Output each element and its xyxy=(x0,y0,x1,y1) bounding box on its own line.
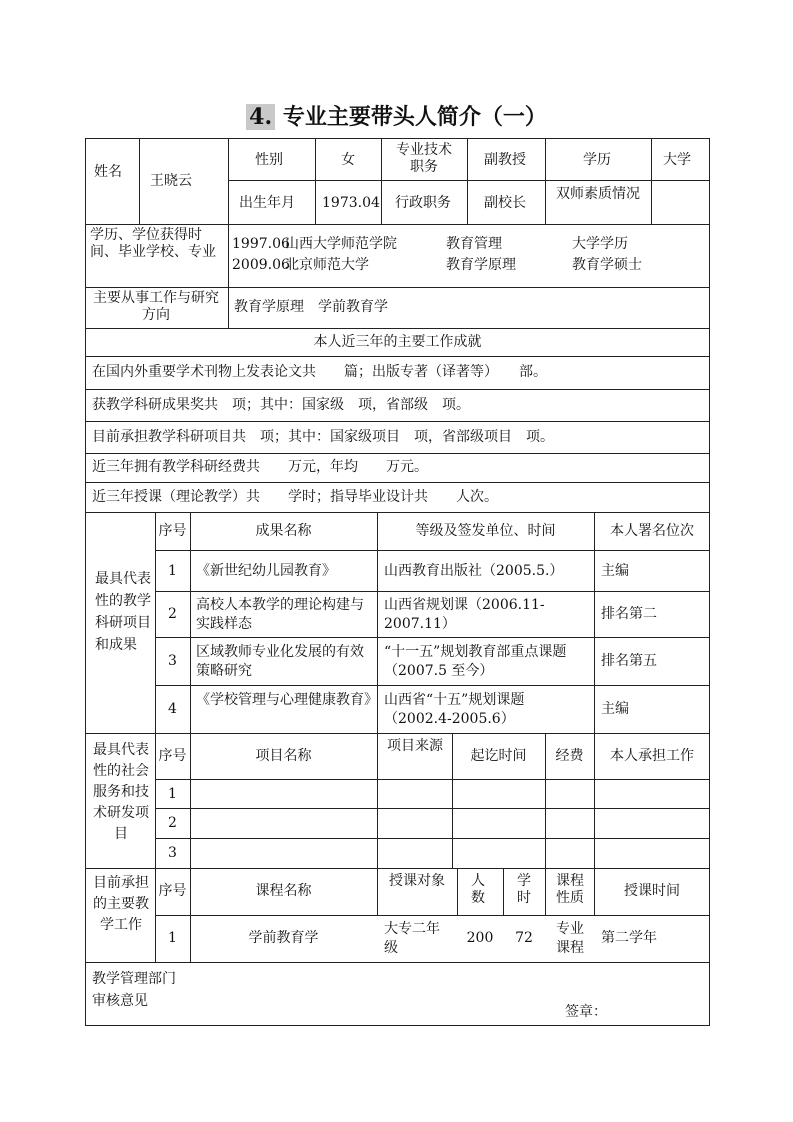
teaching-row-1-target: 大专二年级 xyxy=(384,921,440,956)
teaching-header-target: 授课对象 xyxy=(389,873,445,889)
teaching-header-nature: 课程性质 xyxy=(556,873,584,906)
results-header-no: 序号 xyxy=(158,523,187,539)
table-rule-horizontal xyxy=(85,224,710,225)
achievement-line-1: 在国内外重要学术刊物上发表论文共 篇；出版专著（译著等） 部。 xyxy=(92,364,547,380)
table-rule-horizontal xyxy=(85,287,710,288)
result-4-rank: 主编 xyxy=(601,701,629,717)
table-rule-vertical xyxy=(457,868,458,915)
results-header-rank: 本人署名位次 xyxy=(610,523,694,539)
dual-label: 双师素质情况 xyxy=(556,186,640,202)
achievement-line-3: 目前承担教学科研项目共 项；其中：国家级项目 项，省部级项目 项。 xyxy=(92,429,554,445)
service-row-2-no: 2 xyxy=(168,815,177,831)
teaching-header-hours: 学时 xyxy=(517,873,531,906)
edu-value: 大学 xyxy=(663,152,691,168)
result-2-rank: 排名第二 xyxy=(601,606,657,622)
table-rule-horizontal xyxy=(155,685,710,686)
table-rule-vertical xyxy=(503,868,504,915)
title-label: 专业技术职务 xyxy=(396,142,452,175)
result-3-rank: 排名第五 xyxy=(601,653,657,669)
admin-value: 副校长 xyxy=(484,195,526,211)
table-rule-vertical xyxy=(85,868,86,915)
table-rule-horizontal xyxy=(85,733,710,734)
research-label: 主要从事工作与研究方向 xyxy=(93,290,219,323)
result-3-no: 3 xyxy=(168,653,177,669)
result-2-issuer: 山西省规划课（2006.11-2007.11） xyxy=(384,597,545,632)
research-value: 教育学原理 学前教育学 xyxy=(234,299,388,315)
name-value: 王晓云 xyxy=(150,173,192,189)
degree-row-1-major: 教育管理 xyxy=(446,236,502,252)
degree-row-1-school: 山西大学师范学院 xyxy=(285,236,397,252)
result-1-no: 1 xyxy=(168,563,177,579)
table-rule-horizontal xyxy=(85,962,710,963)
result-1-issuer: 山西教育出版社（2005.5.） xyxy=(384,563,564,579)
result-3-issuer: “十一五”规划教育部重点课题（2007.5 至今） xyxy=(384,644,567,679)
table-rule-horizontal xyxy=(85,512,710,513)
table-rule-horizontal xyxy=(85,389,710,390)
result-2-name: 高校人本教学的理论构建与实践样态 xyxy=(196,597,364,632)
degree-label: 学历、学位获得时间、毕业学校、专业 xyxy=(90,227,216,260)
birth-value: 1973.04 xyxy=(322,195,380,211)
table-rule-vertical xyxy=(381,138,382,224)
teaching-row-1-hours: 72 xyxy=(515,930,533,946)
table-rule-vertical xyxy=(545,138,546,224)
result-4-name: 《学校管理与心理健康教育》 xyxy=(196,692,378,708)
achievement-line-2: 获教学科研成果奖共 项；其中：国家级 项，省部级 项。 xyxy=(92,397,470,413)
table-rule-horizontal xyxy=(85,356,710,357)
result-3-name: 区域教师专业化发展的有效策略研究 xyxy=(196,644,364,679)
teaching-row-1-no: 1 xyxy=(168,930,177,946)
table-rule-horizontal xyxy=(155,808,710,809)
degree-row-1-degree: 大学学历 xyxy=(572,236,628,252)
table-rule-horizontal xyxy=(85,421,710,422)
service-row-3-no: 3 xyxy=(168,845,177,861)
table-rule-horizontal xyxy=(228,180,710,181)
results-label: 最具代表性的教学科研项目和成果 xyxy=(95,571,151,653)
page-title xyxy=(0,100,793,131)
teaching-header-time: 授课时间 xyxy=(624,883,680,899)
table-rule-horizontal xyxy=(85,482,710,483)
teaching-row-1-course: 学前教育学 xyxy=(248,930,319,946)
name-label: 姓名 xyxy=(94,164,122,180)
table-rule-vertical xyxy=(315,138,316,224)
teaching-label: 目前承担的主要教学工作 xyxy=(93,875,149,933)
result-4-no: 4 xyxy=(168,701,177,717)
service-row-1-no: 1 xyxy=(168,786,177,802)
admin-label: 行政职务 xyxy=(395,195,451,211)
table-rule-vertical xyxy=(377,733,378,915)
degree-row-2-school: 北京师范大学 xyxy=(285,257,369,273)
result-1-rank: 主编 xyxy=(601,563,629,579)
degree-row-2-date: 2009.06 xyxy=(232,257,290,273)
review-seal-label: 签章： xyxy=(565,1004,607,1020)
teaching-row-1-time: 第二学年 xyxy=(601,930,657,946)
table-rule-vertical xyxy=(594,512,595,868)
results-header-name: 成果名称 xyxy=(255,523,312,539)
service-header-funds: 经费 xyxy=(555,748,584,764)
table-rule-horizontal xyxy=(155,550,710,551)
results-header-issuer: 等级及签发单位、时间 xyxy=(415,523,556,539)
teaching-row-1-count: 200 xyxy=(466,930,494,946)
table-rule-horizontal xyxy=(155,637,710,638)
service-header-period: 起讫时间 xyxy=(470,748,527,764)
achievement-line-5: 近三年授课（理论教学）共 学时；指导毕业设计共 人次。 xyxy=(92,489,498,505)
gender-value: 女 xyxy=(341,152,355,168)
achievement-line-4: 近三年拥有教学科研经费共 万元，年均 万元。 xyxy=(92,459,428,475)
service-header-name: 项目名称 xyxy=(255,748,312,764)
result-1-name: 《新世纪幼儿园教育》 xyxy=(196,563,336,579)
table-rule-horizontal xyxy=(85,453,710,454)
teaching-header-count: 人数 xyxy=(471,873,485,906)
table-rule-vertical xyxy=(467,138,468,224)
table-rule-horizontal xyxy=(85,328,710,329)
service-label: 最具代表性的社会服务和技术研发项目 xyxy=(93,742,149,842)
service-header-role: 本人承担工作 xyxy=(610,748,694,764)
title-text: 专业主要带头人简介（一） xyxy=(282,105,547,130)
section-number: 4. xyxy=(246,104,275,130)
service-header-source: 项目来源 xyxy=(387,738,443,754)
table-rule-horizontal xyxy=(85,868,710,869)
gender-label: 性别 xyxy=(255,152,283,168)
degree-row-2-degree: 教育学硕士 xyxy=(572,257,642,273)
table-rule-vertical xyxy=(228,138,229,328)
result-2-no: 2 xyxy=(168,606,177,622)
table-rule-vertical xyxy=(651,138,652,224)
degree-row-2-major: 教育学原理 xyxy=(446,257,516,273)
teaching-header-course: 课程名称 xyxy=(255,883,312,899)
edu-label: 学历 xyxy=(583,152,611,168)
teaching-row-1-nature: 专业课程 xyxy=(556,921,584,956)
table-rule-horizontal xyxy=(155,915,710,916)
degree-row-1-date: 1997.06 xyxy=(232,236,290,252)
table-rule-horizontal xyxy=(155,779,710,780)
title-value: 副教授 xyxy=(484,152,526,168)
result-4-issuer: 山西省“十五”规划课题（2002.4-2005.6） xyxy=(384,692,525,727)
review-label: 教学管理部门审核意见 xyxy=(92,971,176,1009)
service-header-no: 序号 xyxy=(158,748,187,764)
table-rule-vertical xyxy=(139,138,140,224)
birth-label: 出生年月 xyxy=(239,195,295,211)
teaching-header-no: 序号 xyxy=(158,883,187,899)
table-rule-horizontal xyxy=(155,591,710,592)
table-rule-horizontal xyxy=(155,838,710,839)
achievements-header: 本人近三年的主要工作成就 xyxy=(313,334,482,350)
